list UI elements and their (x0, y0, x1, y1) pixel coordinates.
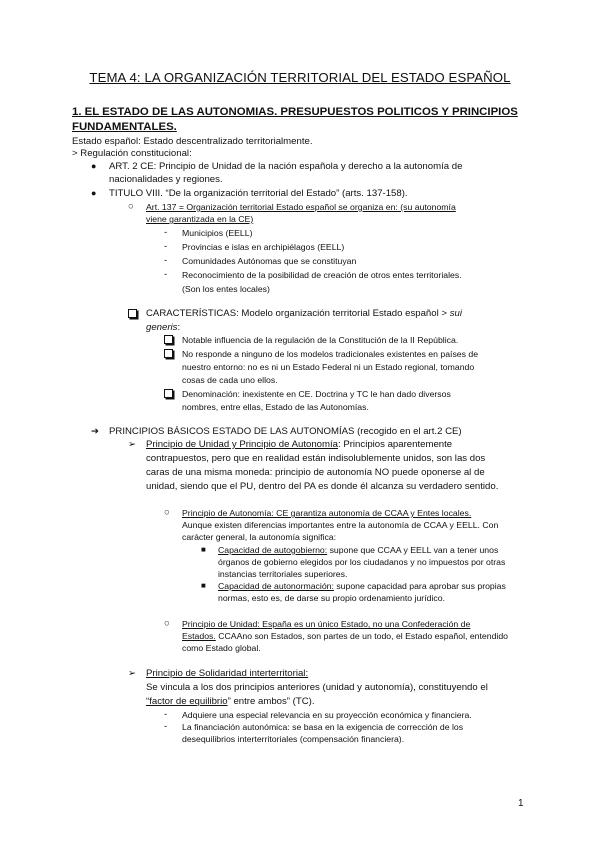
square-bullet-icon: ■ (201, 545, 206, 554)
list-item: Notable influencia de la regulación de la Constitución de la II República. (182, 335, 459, 345)
list-note: (Son los entes locales) (182, 284, 270, 294)
list-item: cosas de cada uno ellos. (182, 375, 278, 385)
list-item: Adquiere una especial relevancia en su proyección económica y financiera. (182, 710, 472, 720)
caracteristicas-heading: CARACTERÍSTICAS: Modelo organización territorial Estado español > sui (146, 308, 462, 319)
art137-line: Art. 137 = Organización territorial Estado español se organiza en: (su autonomía (146, 202, 456, 212)
checkbox-bullet-icon (164, 389, 173, 398)
document-title: TEMA 4: LA ORGANIZACIÓN TERRITORIAL DEL ESTADO ESPAÑOL (89, 70, 511, 85)
unidad-line: como Estado global. (182, 643, 261, 653)
unidad-autonomia-line: contrapuestos, pero que en realidad están indisolublemente unidos, son las dos (146, 453, 486, 464)
unidad-autonomia-line: Principio de Unidad y Principio de Autonomía: Principios aparentemente (146, 439, 453, 450)
bullet-icon: ● (91, 161, 97, 171)
unidad-title: Principio de Unidad: España es un único Estado, no una Confederación de (182, 619, 471, 629)
unidad-autonomia-line: caras de una misma moneda: principio de autonomía NO puede oponerse al de (146, 467, 485, 478)
list-item: nuestro entorno: no es ni un Estado Federal ni un Estado regional, tomando (182, 362, 475, 372)
triangle-bullet-icon: ➢ (128, 668, 137, 679)
list-item: Comunidades Autónomas que se constituyan (182, 256, 357, 266)
unidad-autonomia-line: unidad, siendo que el PU, dentro del PA es donde él alcanza su verdadero sentido. (146, 481, 499, 492)
checkbox-bullet-icon (128, 309, 137, 318)
bullet-icon: ● (91, 188, 97, 198)
square-bullet-icon: ■ (201, 581, 206, 590)
list-item: órganos de gobierno elegidos por los ciudadanos y no impuestos por otras (218, 557, 506, 567)
art2-line: ART. 2 CE: Principio de Unidad de la nación española y derecho a la autonomía de (109, 161, 463, 172)
list-item: desequilibrios interterritoriales (compensación financiera). (182, 734, 405, 744)
dash-icon: - (164, 255, 168, 266)
titulo8-line: TITULO VIII. “De la organización territorial del Estado” (arts. 137-158). (109, 188, 408, 199)
list-item: Municipios (EELL) (182, 228, 253, 238)
caracteristicas-heading: generis: (146, 322, 181, 333)
dash-icon: - (164, 241, 168, 252)
art137-line: viene garantizada en la CE) (146, 214, 254, 224)
arrow-icon: ➔ (91, 426, 100, 437)
autonomia-line: carácter general, la autonomía significa: (182, 532, 337, 542)
autonomia-title: Principio de Autonomía: CE garantiza autonomía de CCAA y Entes locales. (182, 508, 472, 518)
solidaridad-line: Se vincula a los dos principios anteriores (unidad y autonomía), constituyendo el (146, 682, 488, 693)
page-number: 1 (518, 798, 524, 809)
circle-bullet-icon: ○ (164, 618, 170, 629)
autonomia-line: Aunque existen diferencias importantes entre la autonomía de CCAA y EELL. Con (182, 520, 499, 530)
circle-bullet-icon: ○ (128, 201, 134, 212)
solidaridad-line: “factor de equilibrio” entre ambos” (TC). (146, 696, 315, 707)
list-item: normas, esto es, de darse su propio ordenamiento jurídico. (218, 593, 445, 603)
section-heading: 1. EL ESTADO DE LAS AUTONOMIAS. PRESUPUESTOS POLITICOS Y PRINCIPIOS FUNDAMENTALES. (72, 106, 518, 133)
list-item: Capacidad de autogobierno: supone que CCAA y EELL van a tener unos (218, 545, 499, 555)
dash-icon: - (164, 227, 168, 238)
list-item: Denominación: inexistente en CE. Doctrina y TC le han dado diversos (182, 389, 451, 399)
unidad-line: Estados. CCAAno son Estados, son partes de un todo, el Estado español, entendido (182, 631, 509, 641)
dash-icon: - (164, 709, 168, 720)
list-item: Reconocimiento de la posibilidad de creación de otros entes territoriales. (182, 270, 462, 280)
dash-icon: - (164, 269, 168, 280)
circle-bullet-icon: ○ (164, 507, 170, 518)
list-item: Provincias e islas en archipiélagos (EELL) (182, 242, 345, 252)
dash-icon: - (164, 721, 168, 732)
solidaridad-title: Principio de Solidaridad interterritorial: (146, 668, 309, 679)
triangle-bullet-icon: ➢ (128, 439, 137, 450)
principios-heading: PRINCIPIOS BÁSICOS ESTADO DE LAS AUTONOMÍAS (recogido en el art.2 CE) (109, 426, 462, 437)
checkbox-bullet-icon (164, 335, 173, 344)
intro-line: Estado español: Estado descentralizado territorialmente. (72, 136, 313, 147)
list-item: nombres, entre ellas, Estado de las Autonomías. (182, 402, 369, 412)
list-item: La financiación autonómica: se basa en la exigencia de corrección de los (182, 722, 464, 732)
regulation-line: > Regulación constitucional: (72, 148, 192, 159)
checkbox-bullet-icon (164, 349, 173, 358)
list-item: instancias territoriales superiores. (218, 569, 348, 579)
art2-line: nacionalidades y regiones. (109, 174, 223, 185)
list-item: No responde a ninguno de los modelos tradicionales existentes en países de (182, 349, 479, 359)
list-item: Capacidad de autonormación: supone capacidad para aprobar sus propias (218, 581, 506, 591)
